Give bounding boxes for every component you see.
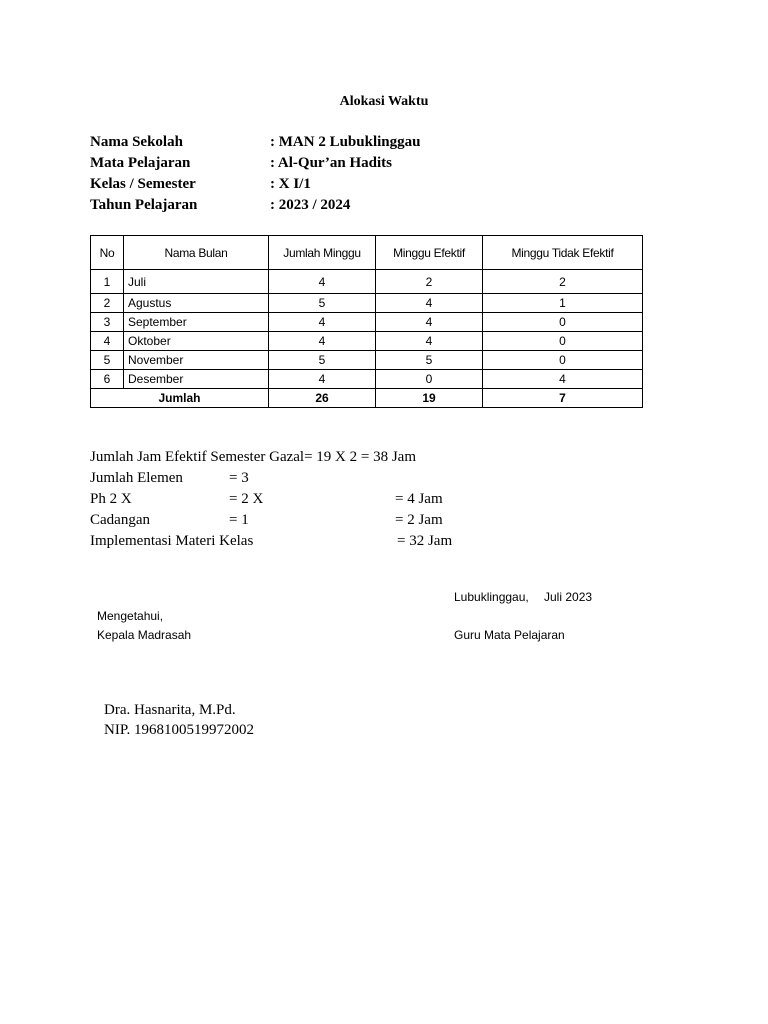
cell-noneffective: 0 (483, 332, 643, 351)
cell-effective: 0 (376, 370, 483, 389)
info-value-subject: : Al-Qur’an Hadits (270, 155, 392, 171)
cell-effective: 2 (376, 270, 483, 294)
signatory-nip: NIP. 196810051997200​2 (104, 722, 255, 738)
total-label: Jumlah (91, 389, 269, 408)
calc-cadangan-value: = 1 (229, 512, 249, 528)
info-label-year: Tahun Pelajaran (90, 197, 198, 213)
cell-effective: 4 (376, 294, 483, 313)
signature-guru: Guru Mata Pelajaran (454, 628, 565, 642)
cell-effective: 4 (376, 313, 483, 332)
signature-kepala: Kepala Madrasah (97, 628, 192, 642)
table-row (91, 351, 643, 370)
cell-no: 1 (91, 270, 124, 294)
calc-elemen-label: Jumlah Elemen (90, 470, 183, 486)
calc-effective-hours: Jumlah Jam Efektif Semester Gazal= 19 X 2 = 38 Jam (90, 449, 417, 465)
signature-mengetahui: Mengetahui, (97, 609, 164, 623)
calc-ph-label: Ph 2 X (90, 491, 132, 507)
calc-cadangan-result: = 2 Jam (395, 512, 443, 528)
signature-date: Juli 2023 (544, 590, 593, 604)
table-row (91, 294, 643, 313)
info-value-year: : 2023 / 2024 (270, 197, 351, 213)
table-header-row (91, 236, 643, 270)
total-effective: 19 (376, 389, 483, 408)
info-value-school: : MAN 2 Lubuklinggau (270, 134, 421, 150)
header-weeks: Jumlah Minggu (269, 236, 376, 270)
total-noneffective: 7 (483, 389, 643, 408)
cell-weeks: 4 (269, 313, 376, 332)
calc-impl-label: Implementasi Materi Kelas (90, 533, 254, 549)
cell-noneffective: 1 (483, 294, 643, 313)
table-row (91, 332, 643, 351)
header-noneffective: Minggu Tidak Efektif (483, 236, 643, 270)
allocation-table (90, 235, 643, 408)
calc-elemen-value: = 3 (229, 470, 249, 486)
cell-noneffective: 0 (483, 351, 643, 370)
cell-no: 2 (91, 294, 124, 313)
cell-noneffective: 4 (483, 370, 643, 389)
calc-ph-value: = 2 X (229, 491, 264, 507)
cell-no: 4 (91, 332, 124, 351)
table-row (91, 313, 643, 332)
calc-cadangan-label: Cadangan (90, 512, 150, 528)
cell-weeks: 4 (269, 270, 376, 294)
cell-weeks: 4 (269, 370, 376, 389)
cell-effective: 5 (376, 351, 483, 370)
calc-impl-result: = 32 Jam (397, 533, 453, 549)
header-no: No (91, 236, 124, 270)
header-effective: Minggu Efektif (376, 236, 483, 270)
cell-noneffective: 0 (483, 313, 643, 332)
cell-no: 3 (91, 313, 124, 332)
cell-weeks: 5 (269, 351, 376, 370)
cell-effective: 4 (376, 332, 483, 351)
cell-month: September (124, 313, 269, 332)
cell-no: 6 (91, 370, 124, 389)
signatory-name: Dra. Hasnarita, M.Pd. (104, 702, 236, 718)
info-label-school: Nama Sekolah (90, 134, 183, 150)
cell-month: Oktober (124, 332, 269, 351)
cell-weeks: 4 (269, 332, 376, 351)
cell-weeks: 5 (269, 294, 376, 313)
table-row (91, 270, 643, 294)
cell-month: Juli (124, 270, 269, 294)
total-weeks: 26 (269, 389, 376, 408)
cell-month: Desember (124, 370, 269, 389)
header-month: Nama Bulan (124, 236, 269, 270)
calc-ph-result: = 4 Jam (395, 491, 443, 507)
cell-no: 5 (91, 351, 124, 370)
signature-place: Lubuklinggau, (454, 590, 529, 604)
info-label-class: Kelas / Semester (90, 176, 196, 192)
cell-month: Agustus (124, 294, 269, 313)
table-total-row (91, 389, 643, 408)
cell-month: November (124, 351, 269, 370)
page-title: Alokasi Waktu (339, 94, 429, 109)
info-value-class: : X I/1 (270, 176, 311, 192)
cell-noneffective: 2 (483, 270, 643, 294)
info-label-subject: Mata Pelajaran (90, 155, 191, 171)
table-row (91, 370, 643, 389)
